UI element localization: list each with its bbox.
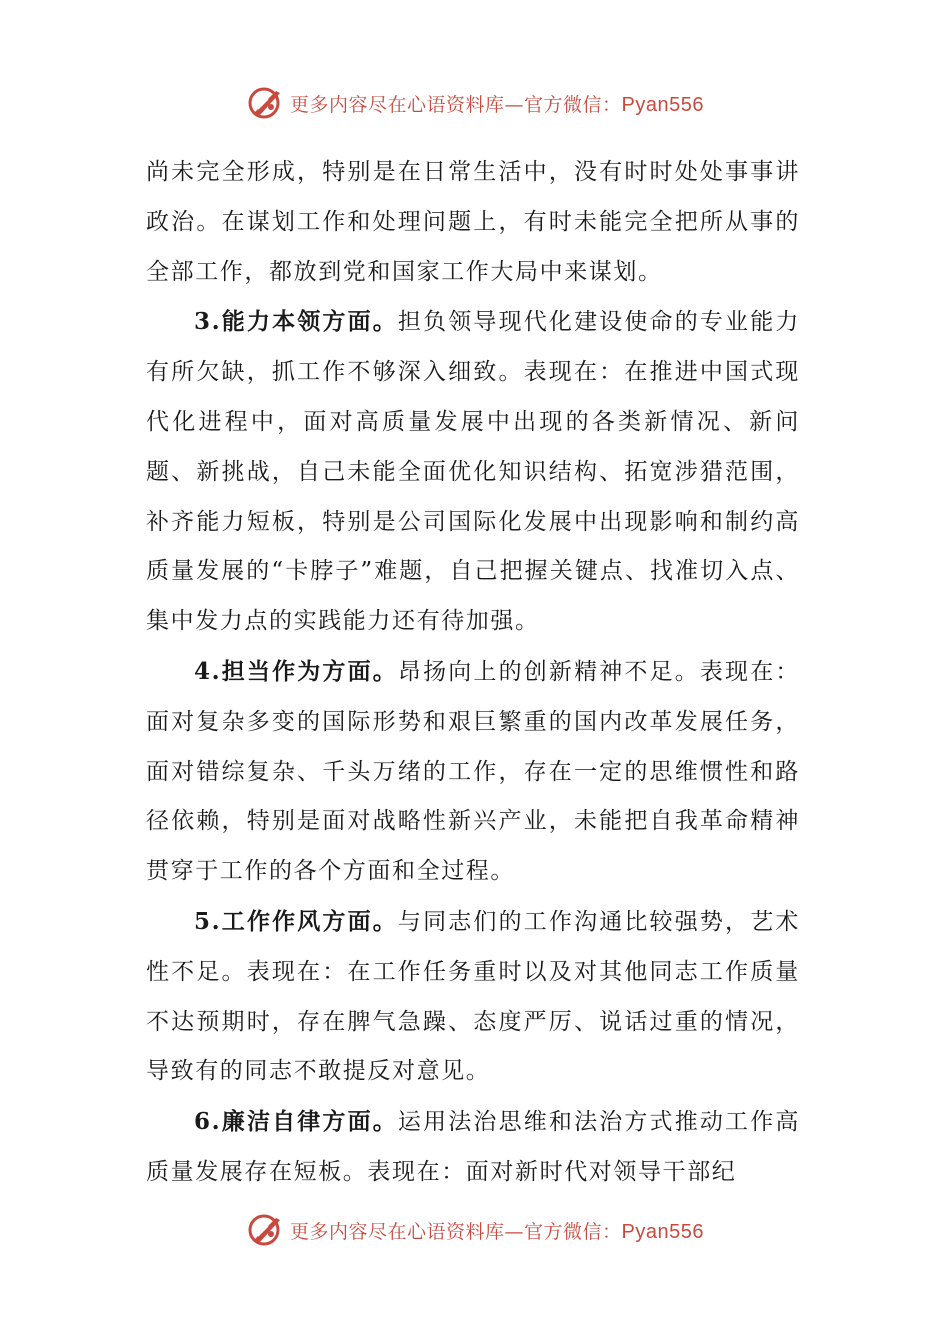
paragraph-heading: 6.廉洁自律方面。 <box>194 1108 398 1136</box>
paragraph-continued <box>146 148 800 297</box>
paragraph-text: 运用法治思维和法治方式推动工作高质量发展存在短板。表现在：面对新时代对领导干部纪 <box>146 1109 800 1185</box>
header-watermark-banner <box>0 81 950 125</box>
banner-dash: — <box>504 1220 525 1243</box>
paragraph-heading: 3.能力本领方面。 <box>194 308 398 336</box>
document-body <box>146 148 800 1198</box>
paragraph-text: 担负领导现代化建设使命的专业能力有所欠缺，抓工作不够深入细致。表现在：在推进中国式现代化进程中，面对高质量发展中出现的各类新情况、新问题、新挑战，自己未能全面优化知识结构、拓宽涉猎范围，补齐能力短板，特别是公司国际化发展中出现影响和制约高质量发展的“卡脖子”难题，自己把握关键点、找准切入点、集中发力点的实践能力还有待加强。 <box>146 309 800 635</box>
paragraph-heading: 4.担当作为方面。 <box>194 657 398 685</box>
banner-wechat-id: Pyan556 <box>621 93 704 116</box>
banner-main-text: 更多内容尽在心语资料库 <box>290 93 505 116</box>
paragraph-work-style <box>146 897 800 1097</box>
banner-wechat-label: 官方微信： <box>524 93 622 116</box>
paragraph-text: 与同志们的工作沟通比较强势，艺术性不足。表现在：在工作任务重时以及对其他同志工作质量不达预期时，存在脾气急躁、态度严厉、说话过重的情况，导致有的同志不敢提反对意见。 <box>146 908 800 1085</box>
footer-watermark-banner <box>0 1208 950 1252</box>
paragraph-integrity <box>146 1097 800 1198</box>
paragraph-ability <box>146 297 800 647</box>
banner-main-text: 更多内容尽在心语资料库 <box>290 1220 505 1243</box>
paragraph-text: 尚未完全形成，特别是在日常生活中，没有时时处处事事讲政治。在谋划工作和处理问题上，有时未能完全把所从事的全部工作，都放到党和国家工作大局中来谋划。 <box>146 159 800 285</box>
banner-wechat-id: Pyan556 <box>621 1220 704 1243</box>
paragraph-heading: 5.工作作风方面。 <box>194 907 398 935</box>
banner-text <box>290 1217 704 1244</box>
banner-text <box>290 90 704 117</box>
paragraph-responsibility <box>146 647 800 897</box>
pen-logo-icon <box>246 1210 286 1250</box>
pen-logo-icon <box>246 83 286 123</box>
banner-wechat-label: 官方微信： <box>524 1220 622 1243</box>
banner-dash: — <box>504 93 525 116</box>
paragraph-text: 昂扬向上的创新精神不足。表现在：面对复杂多变的国际形势和艰巨繁重的国内改革发展任务，面对错综复杂、千头万绪的工作，存在一定的思维惯性和路径依赖，特别是面对战略性新兴产业，未能把自我革命精神贯穿于工作的各个方面和全过程。 <box>146 658 800 885</box>
